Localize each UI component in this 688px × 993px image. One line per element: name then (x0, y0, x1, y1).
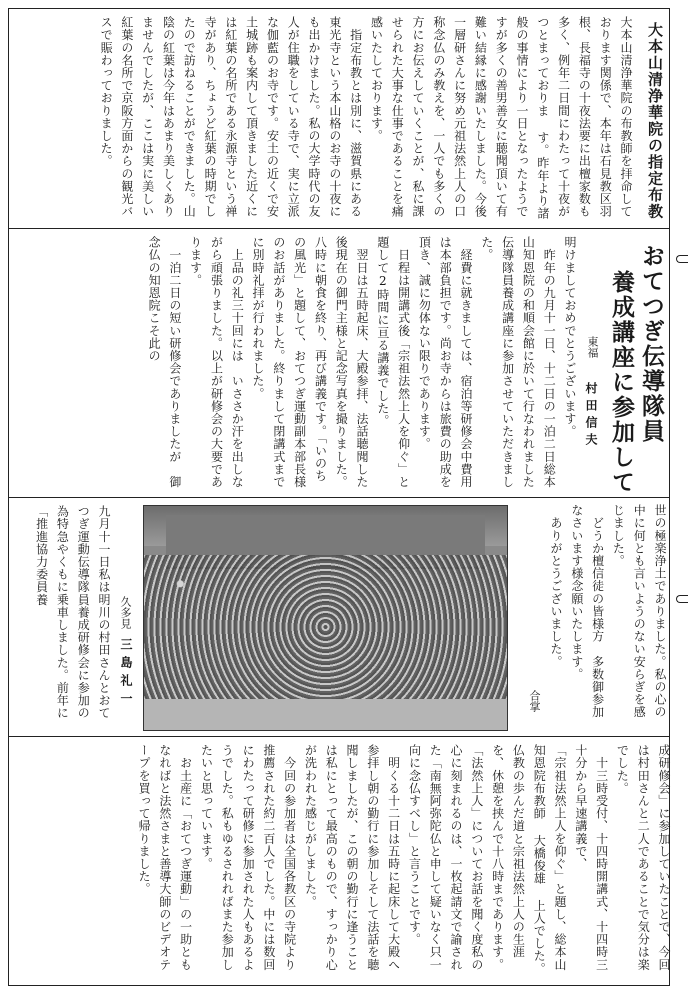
section3-body-right: 世の極楽浄土でありました。私の心の中に何とも言いようのない安らぎを感じました。 どうか檀信徒の皆様方 多数御参加なさいます様念願いたします。 ありがとうございました。 (549, 504, 667, 719)
group-photo (143, 505, 508, 731)
binding-tab (676, 595, 688, 603)
section-divider (8, 497, 670, 498)
section-divider (8, 228, 670, 229)
photo-ground (144, 699, 507, 730)
section1-title: 大本山清浄華院の指定布教 (646, 22, 664, 220)
binding-tab (676, 255, 688, 263)
section1-body: 大本山清浄華院の布教師を拝命しております関係で、本年は石見教区羽根、長福寺の十夜法要に出檀家数も多く、例年二日間にわたって十夜がつとまっておりま す。昨年より諸般の事情により一日となったようですが多くの善男善女に聴聞頂いて有難い結縁に感謝いたしました。今後一層研さんに努め元祖法然上人の口称念仏のみ教えを、一人でも多くの方にお伝えしていくことが、私に課せられた大事な仕事であることを痛感いたしております。 指定布教とは別に、滋賀県にある東光寺という本山格のお寺の十夜にも出かけました。私の大学時代の友人が住職をしている寺で、実に立派な伽藍のお寺です。安土の近くで安土城跡も案内して頂きました近くには紅葉の名所である永源寺という禅寺があり、ちょうど紅葉の時期でしたので訪ねることができました。山陰の紅葉は今年はあまり美しくありませんでしたが、ここは実に美しい紅葉の名所で京阪方面からの観光バスで賑わっておりました。 (99, 16, 633, 220)
section2-title-line1: おてつぎ伝導隊員 (638, 244, 664, 444)
section3-gassho: 合掌 (528, 690, 541, 712)
section2-author-name: 村田信夫 (584, 382, 598, 450)
section4-body: 成研修会」に参加していたことで、今回は村田さんと二人であることで気分は楽でした。 十三時受付、十四時開講式、十四時三十分から早速講義で、 「宗祖法然上人を仰ぐ」と題し、総本山知恩院布教師 大橋俊雄 上人でした。仏教の歩んだ道と宗祖法然上人の生涯を、休憩を挟んで十八時まであります。「法然上人」についてお話を聞く度私の心に刻まれるのは、一枚起請文で諭された「南無阿弥陀仏と申して疑いなく只一向に念仏すべし」と言うことです。 明くる十二日は五時に起床して大殿へ参拝し朝の勤行に参加しそして法話を聴聞しましたが、この朝の勤行に逢うことは私にとって最高のもので、すっかり心が洗われた感じがしました。 今回の参加者は全国各教区の寺院より推薦された約二百人でした。中には数回にわたって研修に参加された人もあるようでした。私もゆるされればまた参加したいと思っています。 お土産に「おてつぎ運動」の一助ともなればと法然さまと善導大師のビデオテープを買って帰りました。 (137, 744, 671, 975)
section3-body-left: 九月十一日私は明川の村田さんとおてつぎ運動伝導隊員養成研修会に参加の為特急やくもに乗車しました。前年に「推進協力委員養 (34, 505, 111, 720)
photo-crowd (144, 555, 507, 698)
section3-author-name: 三島礼一 (119, 638, 133, 710)
section2-title-line2: 養成講座に参加して (608, 270, 634, 495)
section3-author-region: 久多見 (119, 596, 132, 629)
section2-author-region: 東福 (586, 336, 599, 358)
section-divider (8, 736, 670, 737)
section2-body: 明けましておめでとうございます。 昨年の九月十一日、十二日の一泊二日総本山知恩院の和順会館に於いて行なわれました伝導隊員養成講座に参加させていただきました。 経費に就きましては、宿泊等研修会中費用は本部負担です。尚お寺からは旅費の助成を頂き、誠に勿体ない限りであります。 日程は開講式後「宗祖法然上人を仰ぐ」と題して2時間に亘る講義でした。 翌日は五時起床、大殿参拝、法話聴聞した後現在の御門主様と記念写真を撮りました。八時に朝食を終り、再び講義です。「いのちの風光」と題して、おてつぎ運動副本部長様のお話がありました。終りまして閉講式までに別時礼拝が行われました。 上品の礼三十回には いささか汗を出しながら頑張りました。以上が研修会の大要であります。 一泊二日の短い研修会でありましたが 御念仏の知恩院こそ此の (147, 236, 577, 488)
